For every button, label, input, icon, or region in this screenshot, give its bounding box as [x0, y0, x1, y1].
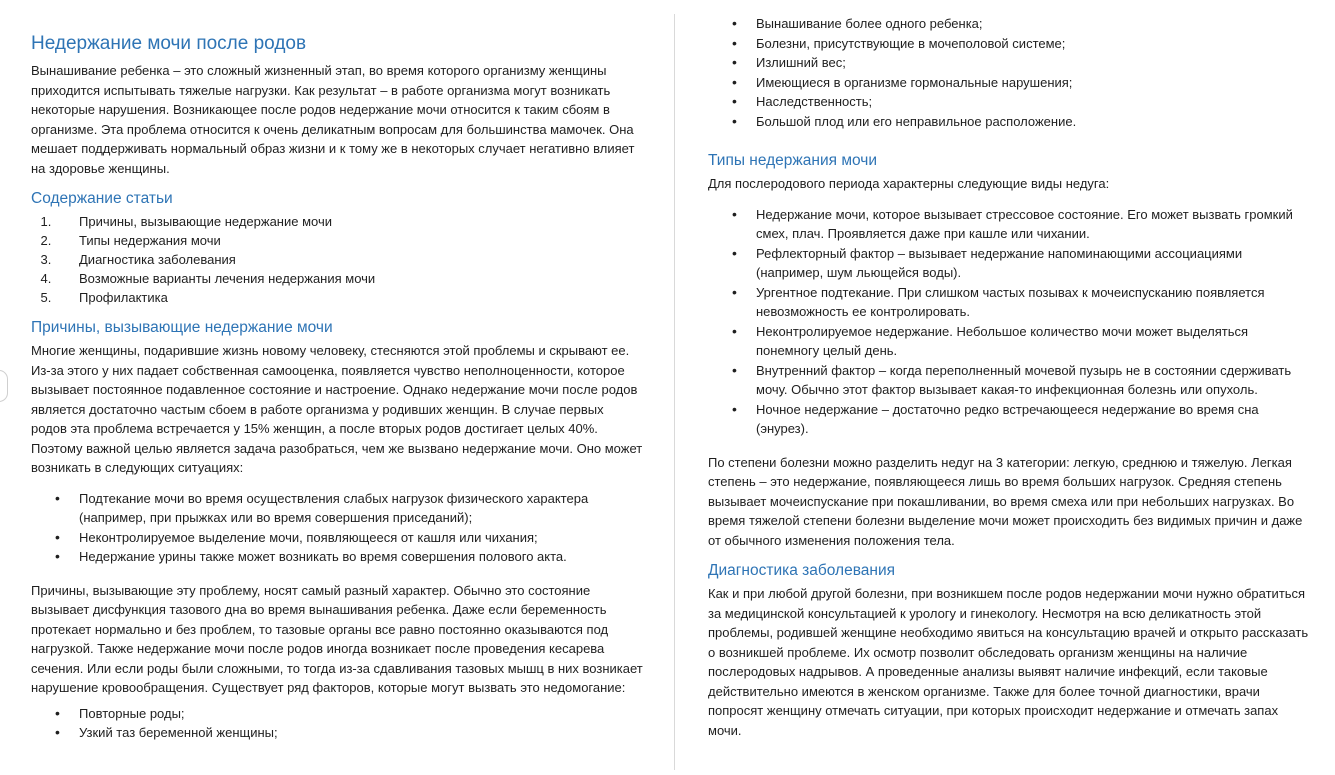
toc-item[interactable]: 3. Диагностика заболевания — [55, 250, 643, 269]
list-item: • Имеющиеся в организме гормональные нарушения; — [756, 73, 1312, 93]
diagnostics-paragraph: Как и при любой другой болезни, при возникшем после родов недержании мочи нужно обратиться за медицинской консультацией к урологу и гинекологу. Несмотря на всю деликатность этой проблемы, родившей женщине необходимо явиться на консультацию врачей и открыто рассказать о возникшей проблеме. Их осмотр позволит обследовать организм женщины на наличие послеродовых надрывов. А проведенные анализы выявят наличие инфекций, если таковые действительно имеются в женском организме. Также для более точной диагностики, врачи попросят женщину отмечать ситуации, при которых происходит недержание и отмечать запах мочи. — [708, 586, 1309, 738]
intro-paragraph: Вынашивание ребенка – это сложный жизненный этап, во время которого организму женщины приходится испытывать тяжелые нагрузки. Как результат – в работе организма могут возникать некоторые нарушения. Возникающее после родов недержание мочи относится к таким сбоям в организме. Эта проблема относится к очень деликатным вопросам для большинства мамочек. Она мешает поддерживать нормальный образ жизни и к тому же в некоторых случает негативно влияет на здоровье женщины. — [31, 63, 635, 176]
list-item: • Неконтролируемое выделение мочи, появляющееся от кашля или чихания; — [79, 528, 643, 548]
list-item: • Недержание мочи, которое вызывает стрессовое состояние. Его может вызвать громкий смех, плач. Проявляется даже при кашле или чихании. — [756, 205, 1312, 244]
list-item: • Неконтролируемое недержание. Небольшое количество мочи может выделяться понемногу целый день. — [756, 322, 1312, 361]
left-column — [31, 32, 643, 743]
list-item: • Вынашивание более одного ребенка; — [756, 14, 1312, 34]
toc-item[interactable]: 5. Профилактика — [55, 288, 643, 307]
types-intro: Для послеродового периода характерны следующие виды недуга: — [708, 176, 1110, 191]
causes-paragraph-1: Многие женщины, подарившие жизнь новому человеку, стесняются этой проблемы и скрывают ее. Из-за этого у них падает собственная самооценка, появляется чувство неполноценности, которое вызывает постоянное подавленное состояние и настроение. Однако недержание мочи после родов является достаточно частым сбоем в работе организма у родивших женщин. В случае первых родов эта проблема встречается у 15% женщин, а после вторых родов достигает целых 40%. Поэтому важной целью является задача разобраться, чем же вызвано недержание мочи. Оно может возникать в следующих ситуациях: — [31, 343, 643, 475]
diagnostics-heading: Диагностика заболевания — [708, 562, 896, 579]
list-item: • Внутренний фактор – когда переполненный мочевой пузырь не в состоянии сдерживать мочу. Обычно этот фактор вызывает какая-то инфекционная болезнь или опухоль. — [756, 361, 1312, 400]
list-item: • Повторные роды; — [79, 704, 643, 724]
toc-item[interactable]: 1. Причины, вызывающие недержание мочи — [55, 212, 643, 231]
list-item: • Ночное недержание – достаточно редко встречающееся недержание во время сна (энурез). — [756, 400, 1312, 439]
list-item: • Недержание урины также может возникать во время совершения полового акта. — [79, 547, 643, 567]
factors-list-continued — [708, 14, 1312, 131]
list-item: • Рефлекторный фактор – вызывает недержание напоминающими ассоциациями (например, шум льющейся воды). — [756, 244, 1312, 283]
list-item: • Ургентное подтекание. При слишком частых позывах к мочеиспусканию появляется невозможность ее контролировать. — [756, 283, 1312, 322]
causes-heading: Причины, вызывающие недержание мочи — [31, 319, 333, 336]
types-list — [708, 205, 1312, 439]
page-edge-handle — [0, 370, 8, 402]
table-of-contents — [31, 212, 643, 307]
toc-heading: Содержание статьи — [31, 190, 173, 207]
causes-paragraph-2: Причины, вызывающие эту проблему, носят самый разный характер. Обычно это состояние вызывает дисфункция тазового дна во время вынашивания ребенка. Даже если беременность протекает нормально и без проблем, то тазовые органы все равно постоянно оказываются под нагрузкой. Также недержание мочи после родов иногда возникает после проведения кесарева сечения. Или если роды были сложными, то тогда из-за сдавливания тазовых мышц в них возникает нарушение кровообращения. Существует ряд факторов, которые могут вызвать это недомогание: — [31, 582, 643, 695]
list-item: • Подтекание мочи во время осуществления слабых нагрузок физического характера (например, при прыжках или во время совершения приседаний); — [79, 489, 643, 528]
list-item: • Наследственность; — [756, 92, 1312, 112]
toc-item[interactable]: 4. Возможные варианты лечения недержания мочи — [55, 269, 643, 288]
article-title: Недержание мочи после родов — [31, 33, 307, 54]
list-item: • Узкий таз беременной женщины; — [79, 723, 643, 743]
factors-list — [31, 704, 643, 743]
toc-item[interactable]: 2. Типы недержания мочи — [55, 231, 643, 250]
types-heading: Типы недержания мочи — [708, 152, 877, 169]
severity-paragraph: По степени болезни можно разделить недуг на 3 категории: легкую, среднюю и тяжелую. Легкая степень – это недержание, появляющееся лишь во время больших нагрузок. Средняя степень вызывает мочеиспускание при покашливании, во время смеха или при небольших нагрузках. Во время тяжелой степени болезни выделение мочи может происходить без видимых причин и даже от обычного изменения положения тела. — [708, 454, 1303, 548]
situations-list — [31, 489, 643, 567]
column-divider — [674, 14, 675, 770]
list-item: • Болезни, присутствующие в мочеполовой системе; — [756, 34, 1312, 54]
right-column — [708, 14, 1312, 740]
list-item: • Большой плод или его неправильное расположение. — [756, 112, 1312, 132]
list-item: • Излишний вес; — [756, 53, 1312, 73]
